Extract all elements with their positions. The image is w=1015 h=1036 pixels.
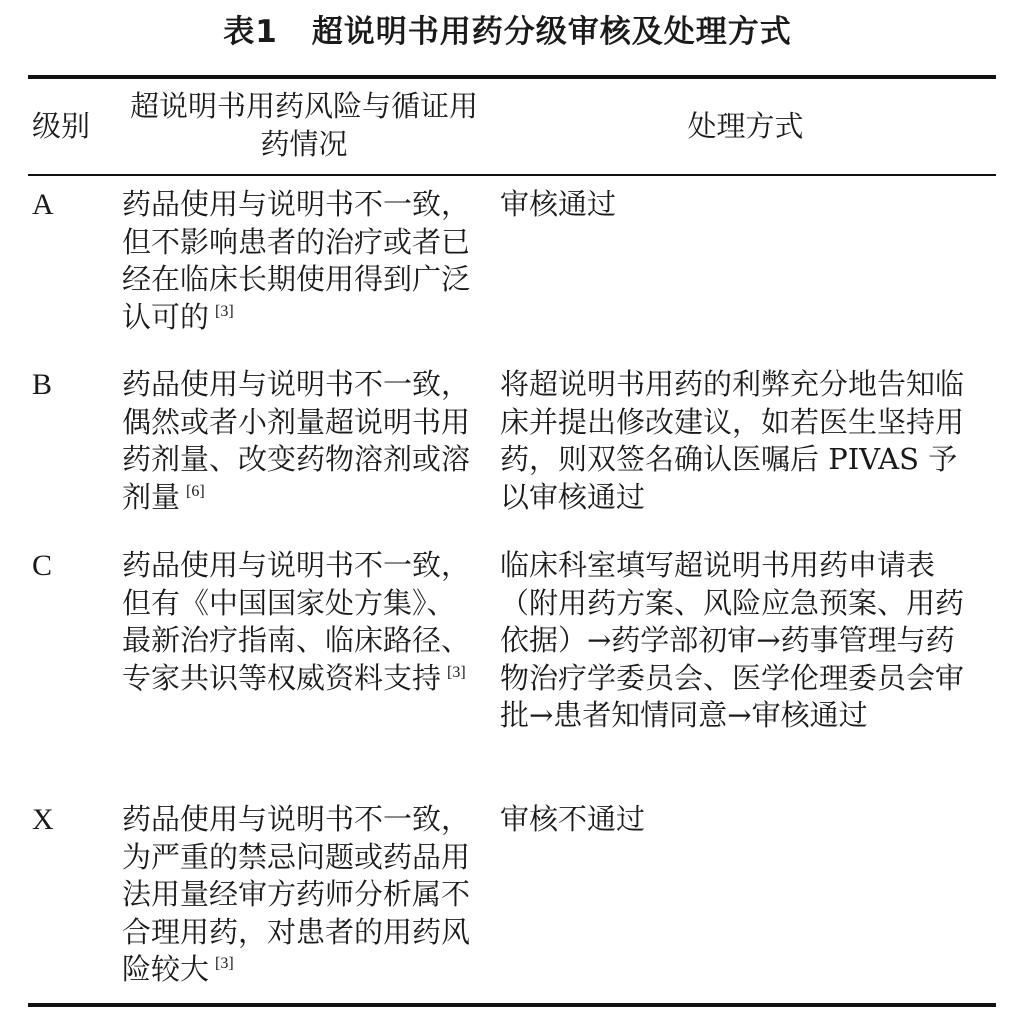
row-c-handling: 临床科室填写超说明书用药申请表（附用药方案、风险应急预案、用药依据）→药学部初审→药事管理与药物治疗学委员会、医学伦理委员会审批→患者知情同意→审核通过 [500,548,965,732]
table-top-rule [28,75,996,79]
row-b-risk [122,366,484,516]
header-risk: 超说明书用药风险与循证用药情况 [129,89,478,161]
row-b-reference: [6] [186,482,205,500]
row-a-risk [122,186,484,336]
row-b-level: B [32,368,53,401]
row-b-risk-text: 药品使用与说明书不一致，偶然或者小剂量超说明书用药剂量、改变药物溶剂或溶剂量 [122,367,471,514]
table-title [0,10,1015,54]
row-a-reference: [3] [215,302,234,320]
row-c-risk [122,547,484,697]
row-a-level: A [32,188,54,221]
table-header-rule [28,174,996,176]
row-x-risk [122,801,484,989]
table-caption: 超说明书用药分级审核及处理方式 [311,14,792,50]
header-level: 级别 [32,109,91,143]
table-bottom-rule [28,1003,996,1007]
row-c-reference: [3] [447,663,466,681]
row-x-reference: [3] [215,955,234,973]
row-b-handling: 将超说明书用药的利弊充分地告知临床并提出修改建议，如若医生坚持用药，则双签名确认医嘱后 PIVAS 予以审核通过 [500,367,965,514]
row-a-risk-text: 药品使用与说明书不一致，但不影响患者的治疗或者已经在临床长期使用得到广泛认可的 [122,187,471,334]
row-a-handling: 审核通过 [500,187,617,221]
row-c-level: C [32,549,53,582]
row-c-risk-text: 药品使用与说明书不一致，但有《中国国家处方集》、最新治疗指南、临床路径、专家共识等权威资料支持 [122,548,471,695]
row-x-level: X [32,803,54,836]
row-x-handling: 审核不通过 [500,802,646,836]
row-x-risk-text: 药品使用与说明书不一致，为严重的禁忌问题或药品用法用量经审方药师分析属不合理用药，对患者的用药风险较大 [122,802,471,986]
table-number: 表1 [223,14,278,50]
header-handling: 处理方式 [687,109,804,143]
